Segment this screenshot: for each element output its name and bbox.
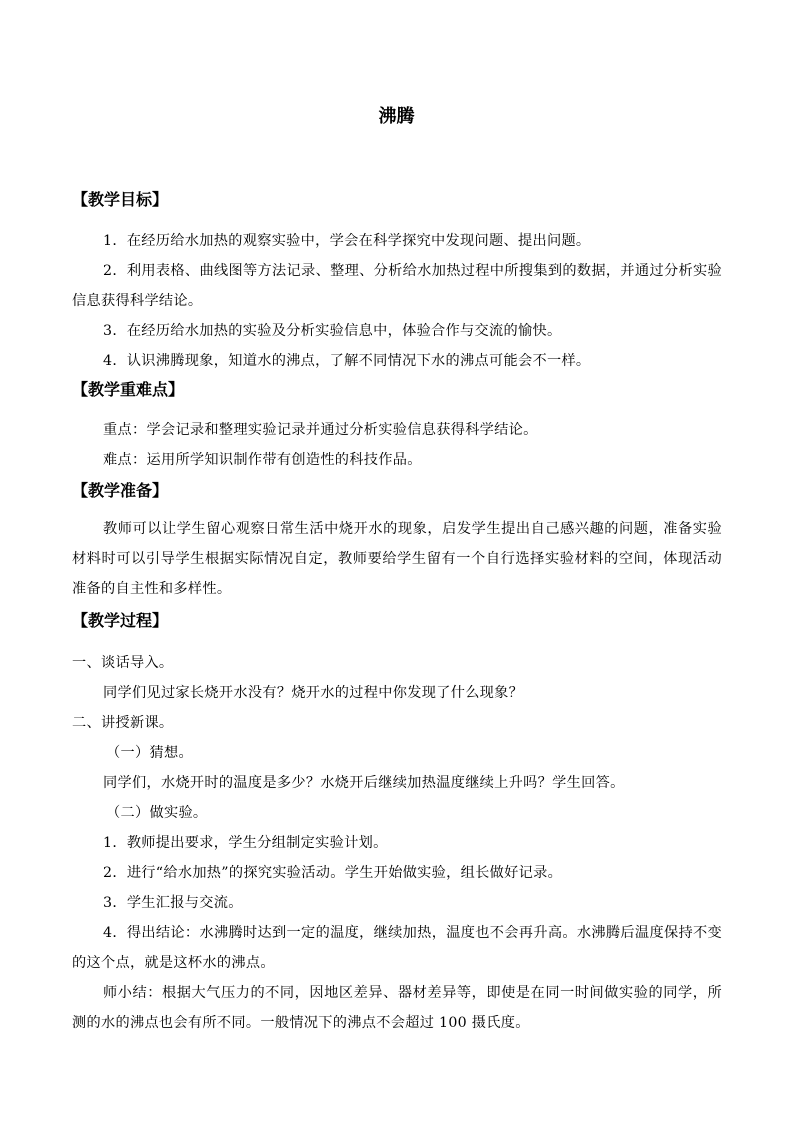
objectives-list (72, 226, 722, 376)
process-part2-title: 二、讲授新课。 (72, 715, 174, 731)
section-heading-key-points: 【教学重难点】 (72, 380, 185, 399)
process-part1-text: 同学们见过家长烧开水没有？烧开水的过程中你发现了什么现象？ (103, 685, 524, 701)
process-step-2: 2．进行“给水加热”的探究实验活动。学生开始做实验，组长做好记录。 (103, 865, 563, 881)
key-point-item: 重点：学会记录和整理实验记录并通过分析实验信息获得科学结论。 (103, 422, 538, 438)
section-preparation (72, 476, 722, 506)
section-objectives (72, 185, 722, 215)
difficult-point-item: 难点：运用所学知识制作带有创造性的科技作品。 (103, 452, 422, 468)
process-body (72, 648, 722, 1038)
key-points-list (72, 415, 722, 475)
process-sub1-text: 同学们，水烧开时的温度是多少？水烧开后继续加热温度继续上升吗？学生回答。 (103, 775, 625, 791)
process-sub2-title: （二）做实验。 (106, 805, 208, 821)
section-heading-process: 【教学过程】 (72, 611, 169, 630)
section-heading-preparation: 【教学准备】 (72, 481, 169, 500)
process-step-4: 4．得出结论：水沸腾时达到一定的温度，继续加热，温度也不会再升高。水沸腾后温度保持不变的这个点，就是这杯水的沸点。 (72, 925, 722, 971)
process-part1-title: 一、谈话导入。 (72, 655, 174, 671)
process-sub1-title: （一）猜想。 (106, 745, 193, 761)
preparation-body (72, 514, 722, 604)
objective-item-1: 1．在经历给水加热的观察实验中，学会在科学探究中发现问题、提出问题。 (103, 233, 591, 249)
section-key-points (72, 375, 722, 405)
preparation-text: 教师可以让学生留心观察日常生活中烧开水的现象，启发学生提出自己感兴趣的问题，准备实验材料时可以引导学生根据实际情况自定，教师要给学生留有一个自行选择实验材料的空间，体现活动准备的自主性和多样性。 (72, 521, 722, 597)
objective-item-3: 3．在经历给水加热的实验及分析实验信息中，体验合作与交流的愉快。 (103, 323, 562, 339)
objective-item-2: 2．利用表格、曲线图等方法记录、整理、分析给水加热过程中所搜集到的数据，并通过分析实验信息获得科学结论。 (72, 263, 722, 309)
page-title: 沸腾 (378, 106, 415, 127)
objective-item-4: 4．认识沸腾现象，知道水的沸点，了解不同情况下水的沸点可能会不一样。 (103, 353, 591, 369)
process-step-1: 1．教师提出要求，学生分组制定实验计划。 (103, 835, 388, 851)
process-step-3: 3．学生汇报与交流。 (103, 895, 243, 911)
section-process (72, 606, 722, 636)
section-heading-objectives: 【教学目标】 (72, 190, 169, 209)
process-summary: 师小结：根据大气压力的不同，因地区差异、器材差异等，即使是在同一时间做实验的同学，所测的水的沸点也会有所不同。一般情况下的沸点不会超过 100 摄氏度。 (72, 985, 722, 1031)
